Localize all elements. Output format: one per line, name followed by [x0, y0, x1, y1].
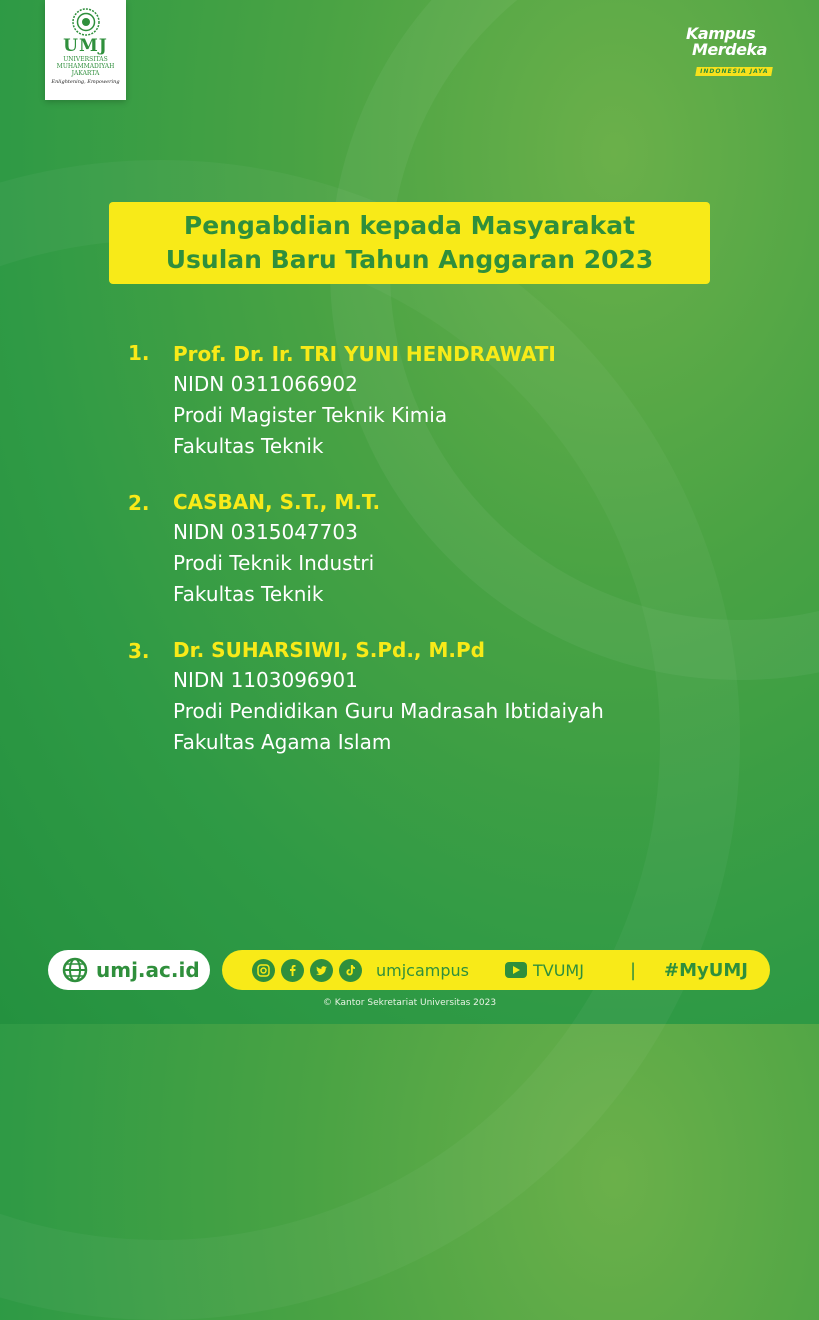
entry-nidn: NIDN 0315047703	[173, 520, 358, 544]
website-label: umj.ac.id	[96, 958, 200, 982]
umj-logo	[45, 0, 126, 100]
entry-name: Dr. SUHARSIWI, S.Pd., M.Pd	[173, 638, 485, 662]
entry-body	[173, 339, 556, 462]
hashtag: #MyUMJ	[664, 959, 748, 981]
copyright-text: © Kantor Sekretariat Universitas 2023	[322, 998, 497, 1008]
entry-name: Prof. Dr. Ir. TRI YUNI HENDRAWATI	[173, 342, 556, 366]
entry-number: 2.	[128, 491, 150, 515]
entry-nidn: NIDN 1103096901	[173, 668, 358, 692]
title-banner	[109, 202, 710, 284]
entry-nidn: NIDN 0311066902	[173, 372, 358, 396]
entry-fakultas: Fakultas Teknik	[173, 434, 324, 458]
entry-fakultas: Fakultas Agama Islam	[173, 730, 392, 754]
logo-name-line: MUHAMMADIYAH	[56, 63, 115, 70]
logo-university-name	[57, 56, 115, 77]
title-line2: Usulan Baru Tahun Anggaran 2023	[165, 245, 654, 274]
globe-icon	[62, 957, 88, 983]
entry-fakultas: Fakultas Teknik	[173, 582, 324, 606]
entry-prodi: Prodi Pendidikan Guru Madrasah Ibtidaiyah	[173, 699, 604, 723]
kampus-merdeka-logo	[686, 26, 778, 74]
umj-emblem-icon	[72, 8, 100, 36]
entry-prodi: Prodi Teknik Industri	[173, 551, 375, 575]
entry-body	[173, 635, 604, 758]
entry-number: 3.	[128, 639, 150, 663]
youtube-icon[interactable]	[505, 962, 527, 978]
facebook-icon[interactable]	[281, 959, 304, 982]
logo-abbreviation: UMJ	[63, 36, 108, 56]
title-line1: Pengabdian kepada Masyarakat	[183, 211, 636, 240]
entry-body	[173, 487, 380, 610]
separator: |	[629, 959, 637, 981]
entry-name: CASBAN, S.T., M.T.	[173, 490, 381, 514]
entry-prodi: Prodi Magister Teknik Kimia	[173, 403, 448, 427]
website-link[interactable]	[48, 950, 210, 990]
instagram-icon[interactable]	[252, 959, 275, 982]
logo-name-line: JAKARTA	[71, 70, 100, 77]
tiktok-icon[interactable]	[339, 959, 362, 982]
logo-tagline: Enlightening, Empowering	[51, 79, 120, 85]
twitter-icon[interactable]	[310, 959, 333, 982]
social-handle[interactable]: umjcampus	[376, 960, 469, 980]
youtube-label[interactable]: TVUMJ	[533, 960, 584, 980]
social-bar	[222, 950, 770, 990]
logo-name-line: UNIVERSITAS	[63, 56, 108, 63]
entry-number: 1.	[128, 341, 150, 365]
kampus-merdeka-line2: Merdeka	[692, 40, 767, 59]
kampus-merdeka-line1: Kampus	[686, 24, 756, 43]
kampus-merdeka-bar: INDONESIA JAYA	[695, 67, 773, 76]
